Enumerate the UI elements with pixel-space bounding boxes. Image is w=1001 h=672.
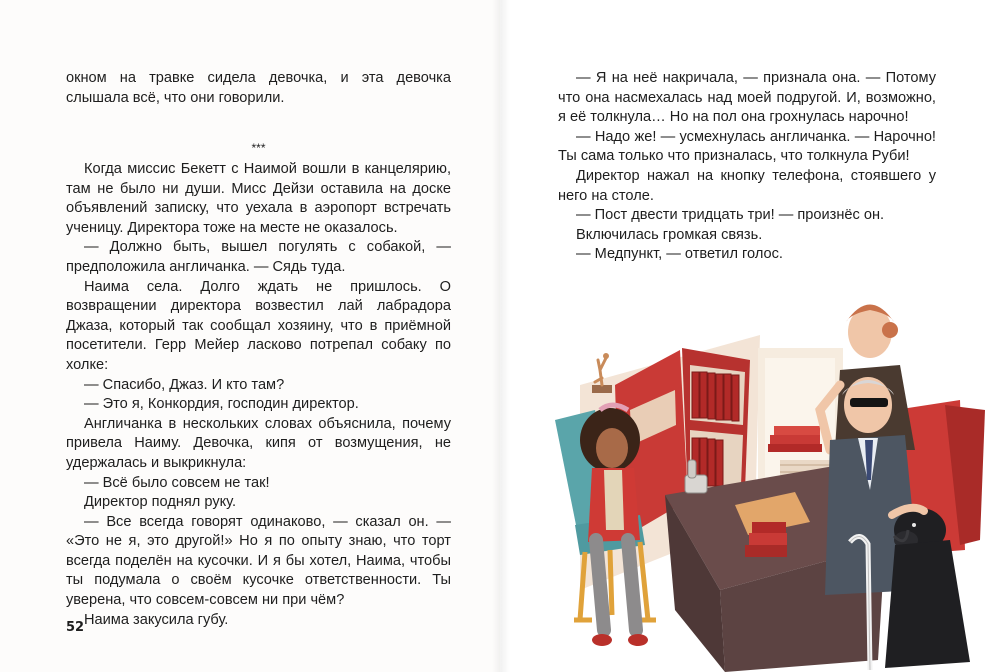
paragraph: Наима села. Долго ждать не пришлось. О возвращении директора возвестил лай лабрадора Джаза, который так сообщал хозяину, что в приёмной посетители. Герр Мейер ласково потрепал собаку по холке: (66, 278, 451, 373)
paragraph: Наима закусила губу. (84, 611, 229, 628)
right-main-text (558, 69, 936, 265)
paragraph: — Спасибо, Джаз. И кто там? (84, 376, 285, 393)
trophy-statuette-icon (592, 353, 612, 393)
stacked-books-icon (768, 426, 822, 452)
paragraph: Директор нажал на кнопку телефона, стоявшего у него на столе. (558, 167, 936, 204)
paragraph: — Надо же! — усмехнулась англичанка. — Нарочно! Ты сама только что призналась, что толкнула Руби! (558, 128, 936, 165)
left-top-paragraph-block (66, 69, 451, 108)
paragraph: — Я на неё накричала, — признала она. — Потому что она насмехалась над моей подругой. И, возможно, я её толкнула… Но на пол она грохнулась нарочно! (558, 70, 936, 126)
paragraph: — Медпункт, — ответил голос. (576, 246, 783, 263)
left-top-paragraph: окном на травке сидела девочка, и эта девочка слышала всё, что они говорили. (66, 70, 451, 106)
page-number: 52 (66, 620, 85, 635)
paragraph: Директор поднял руку. (84, 494, 237, 511)
left-main-text (66, 160, 451, 630)
paragraph: — Всё было совсем не так! (84, 474, 270, 491)
section-separator: *** (251, 141, 266, 155)
paragraph: — Пост двести тридцать три! — произнёс он. (576, 207, 885, 224)
paragraph: Включилась громкая связь. (576, 226, 763, 243)
paragraph: Англичанка в нескольких словах объяснила, почему привела Наиму. Девочка, кипя от возмущения, не удержалась и выкрикнула: (66, 415, 451, 471)
paragraph: — Это я, Конкордия, господин директор. (84, 396, 359, 413)
paragraph: — Все всегда говорят одинаково, — сказал он. — «Это не я, это другой!» Но я по опыту знаю, что торт всегда поделён на кусочки. И я бы хотел, Наима, чтобы ты подумала о своём кусочке ответственности. Ты уверена, что совсем-совсем ни при чём? (66, 513, 451, 609)
book-gutter (492, 0, 510, 672)
office-illustration (540, 290, 1001, 672)
paragraph: Когда миссис Бекетт с Наимой вошли в канцелярию, там не было ни души. Мисс Дейзи оставила на доске объявлений записку, что уехала в аэропорт встречать ученицу. Директора тоже на месте не оказалось. (66, 161, 451, 236)
paragraph: — Должно быть, вышел погулять с собакой, — предположила англичанка. — Сядь туда. (66, 239, 451, 275)
